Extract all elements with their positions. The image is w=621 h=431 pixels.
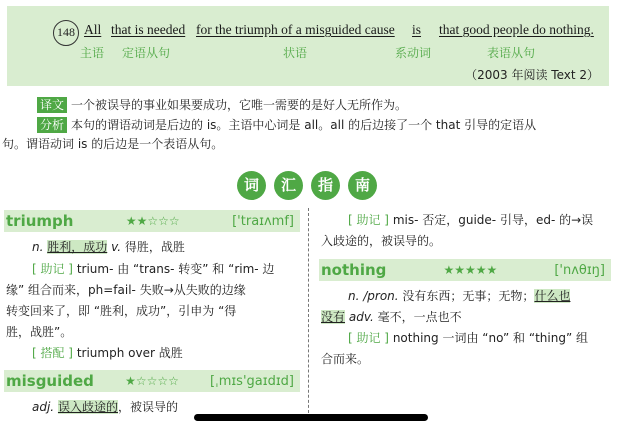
headword: triumph: [6, 212, 74, 230]
mnemonic-line: 缘” 组合而来，ph=fail- 失败→从失败的边缘: [6, 283, 246, 297]
mnemonic-line: 转变回来了，即 “胜利，成功”，引申为 “得: [6, 304, 237, 318]
sentence-part-adverbial: for the triumph of a misguided cause: [196, 22, 395, 37]
grammar-label: 状语: [283, 46, 308, 60]
vocabulary-guide-heading: [237, 171, 385, 199]
sentence-part-subject: All: [84, 22, 102, 37]
entry-header-triumph: [4, 210, 300, 232]
translation-text: 一个被误导的事业如果要成功，它唯一需要的是好人无所作为。: [71, 98, 408, 112]
analysis-line: 本句的谓语动词是后边的 is。主语中心词是 all。all 的后边接了一个 that 引导的定语从: [71, 118, 537, 132]
analysis-tag: 分析: [37, 117, 67, 133]
entry-header-nothing: [319, 259, 611, 281]
definition: adj. 误入歧途的，被误导的: [32, 400, 178, 414]
heading-char: 词: [237, 171, 266, 200]
column-divider: [308, 208, 309, 418]
mnemonic: [ 助记 ] nothing 一词由 “no” 和 “thing” 组: [348, 331, 588, 345]
sentence-box: [7, 6, 609, 86]
mnemonic: [ 助记 ] trium- 由 “trans- 转变” 和 “rim- 边: [32, 262, 275, 276]
rating-stars: ★★★★★: [443, 263, 498, 277]
collocation: [ 搭配 ] triumph over 战胜: [32, 346, 183, 360]
entry-header-misguided: [4, 370, 300, 392]
definition-continued: 没有 adv. 毫不，一点也不: [321, 310, 462, 324]
mnemonic: [ 助记 ] mis- 否定，guide- 引导，ed- 的→误: [348, 213, 594, 227]
mnemonic-line: 胜，战胜”。: [6, 325, 73, 339]
sentence-part-predicative: that good people do nothing.: [439, 22, 594, 37]
analysis: [0, 116, 621, 135]
heading-char: 汇: [274, 171, 303, 200]
heading-char: 指: [311, 171, 340, 200]
headword: nothing: [321, 261, 387, 279]
sentence-source: （2003 年阅读 Text 2）: [465, 68, 599, 82]
grammar-label: 主语: [80, 46, 105, 60]
sentence-part-verb: is: [412, 22, 422, 37]
phonetic: ['traɪʌmf]: [232, 213, 294, 229]
mnemonic-line: 合而来。: [321, 352, 370, 366]
translation: [0, 96, 621, 115]
grammar-label: 表语从句: [487, 46, 536, 60]
definition: n. /pron. 没有东西；无事；无物；什么也: [348, 289, 571, 303]
sentence-number: 148: [53, 20, 79, 46]
rating-stars: ★☆☆☆☆: [125, 374, 179, 388]
headword: misguided: [6, 372, 94, 390]
definition: n. 胜利，成功 v. 得胜，战胜: [32, 240, 185, 254]
grammar-label: 系动词: [395, 46, 432, 60]
translation-tag: 译文: [37, 97, 67, 113]
grammar-label: 定语从句: [122, 46, 171, 60]
sentence-part-attributive: that is needed: [111, 22, 186, 37]
phonetic: [ˌmɪs'gaɪdɪd]: [210, 373, 294, 389]
heading-char: 南: [348, 171, 377, 200]
phonetic: ['nʌθɪŋ]: [554, 262, 605, 278]
analysis-continued: 句。谓语动词 is 的后边是一个表语从句。: [2, 137, 224, 151]
home-indicator[interactable]: [194, 414, 428, 421]
mnemonic-line: 入歧途的，被误导的。: [321, 234, 442, 248]
rating-stars: ★★☆☆☆: [125, 214, 180, 228]
